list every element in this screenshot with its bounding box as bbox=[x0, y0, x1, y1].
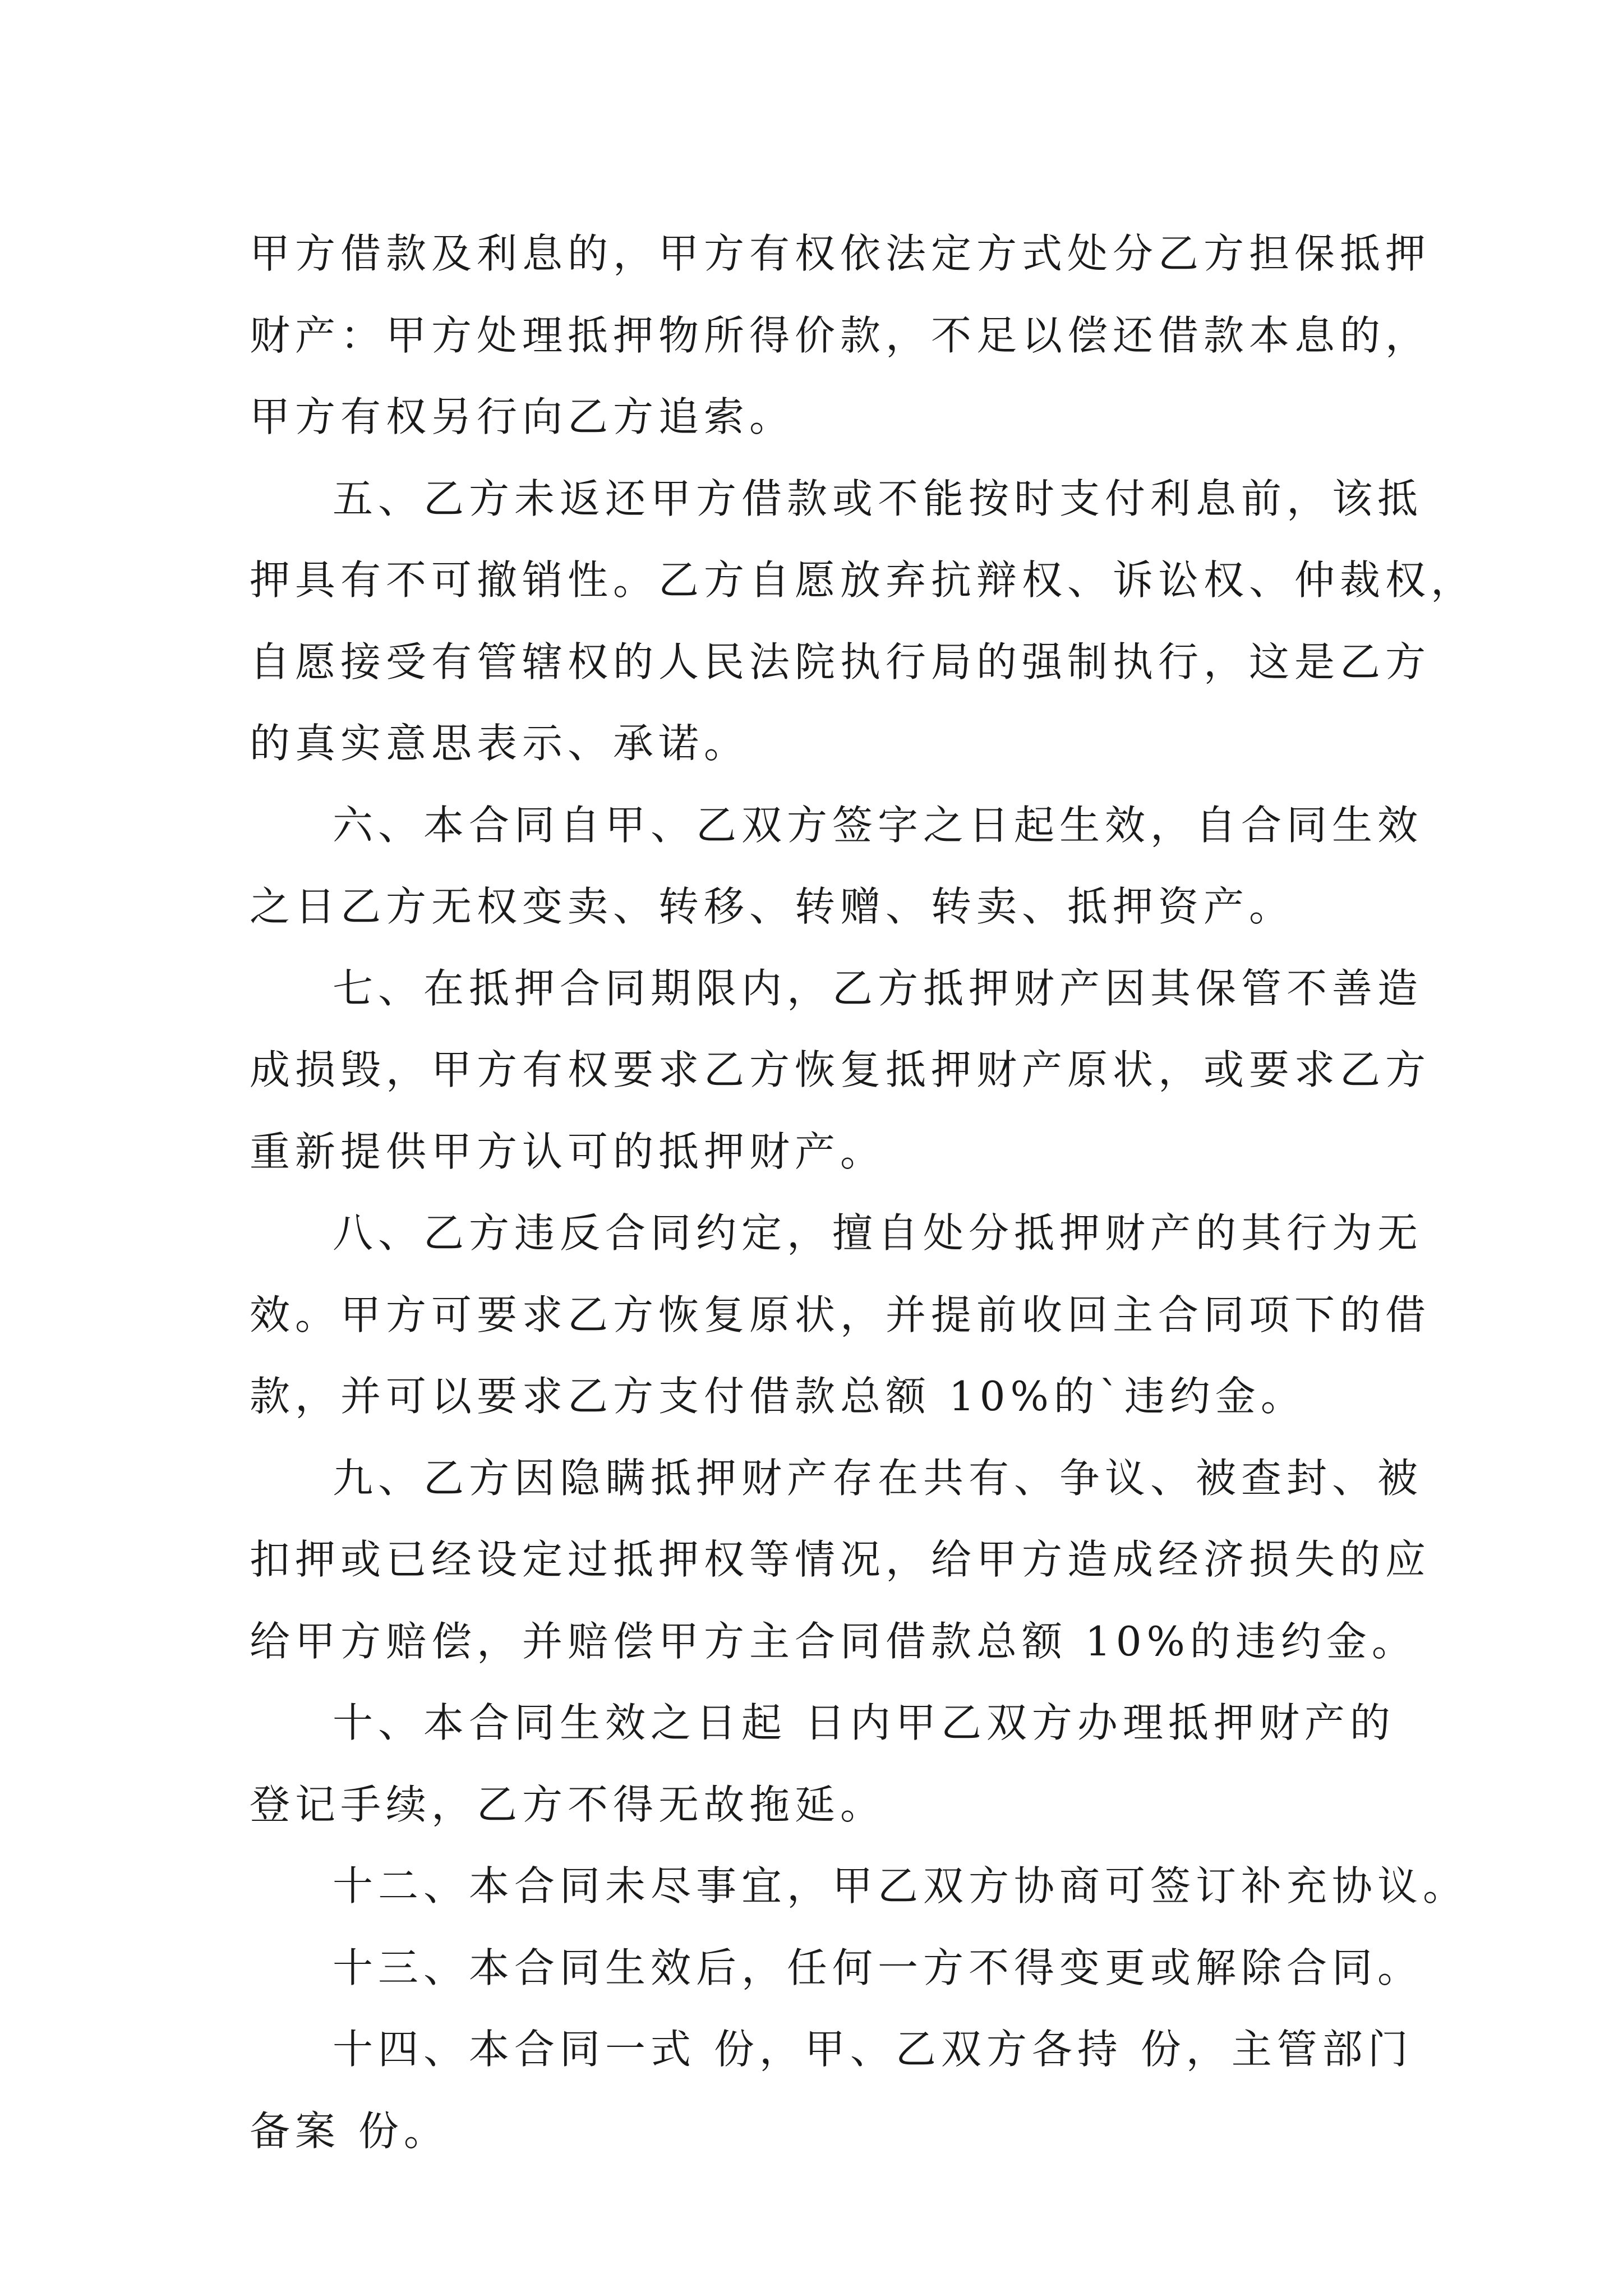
text-line: 效。甲方可要求乙方恢复原状，并提前收回主合同项下的借 bbox=[250, 1291, 1431, 1338]
text-line: 六、本合同自甲、乙双方签字之日起生效，自合同生效 bbox=[333, 801, 1423, 849]
text-line: 十四、本合同一式 份，甲、乙双方各持 份，主管部门 bbox=[333, 2026, 1413, 2073]
text-line: 备案 份。 bbox=[250, 2107, 449, 2155]
text-line: 甲方借款及利息的，甲方有权依法定方式处分乙方担保抵押 bbox=[250, 230, 1431, 277]
text-line: 财产：甲方处理抵押物所得价款，不足以偿还借款本息的， bbox=[250, 311, 1431, 359]
clause-12 bbox=[250, 1846, 1469, 1927]
text-line: 成损毁，甲方有权要求乙方恢复抵押财产原状，或要求乙方 bbox=[250, 1046, 1431, 1093]
text-line: 之日乙方无权变卖、转移、转赠、转卖、抵押资产。 bbox=[250, 883, 1295, 930]
text-line: 九、乙方因隐瞒抵押财产存在共有、争议、被查封、被 bbox=[333, 1454, 1423, 1502]
text-line: 七、在抵押合同期限内，乙方抵押财产因其保管不善造 bbox=[333, 964, 1423, 1012]
clause-5 bbox=[250, 458, 1477, 785]
paragraph-loan-interest bbox=[250, 213, 1431, 458]
text-line: 自愿接受有管辖权的人民法院执行局的强制执行，这是乙方 bbox=[250, 638, 1431, 685]
clause-6 bbox=[250, 785, 1427, 948]
clause-7 bbox=[250, 948, 1431, 1193]
text-line: 八、乙方违反合同约定，擅自处分抵押财产的其行为无 bbox=[333, 1209, 1423, 1257]
text-line: 押具有不可撤销性。乙方自愿放弃抗辩权、诉讼权、仲裁权， bbox=[250, 556, 1477, 604]
text-line: 五、乙方未返还甲方借款或不能按时支付利息前，该抵 bbox=[333, 475, 1423, 522]
text-line: 款，并可以要求乙方支付借款总额 10%的`违约金。 bbox=[250, 1373, 1306, 1420]
text-line: 登记手续，乙方不得无故拖延。 bbox=[250, 1780, 886, 1828]
text-line: 十三、本合同生效后，任何一方不得变更或解除合同。 bbox=[333, 1944, 1423, 1991]
document-body bbox=[250, 213, 1477, 2172]
clause-9 bbox=[250, 1438, 1431, 1683]
clause-10 bbox=[250, 1682, 1427, 1846]
text-line: 重新提供甲方认可的抵押财产。 bbox=[250, 1128, 886, 1175]
text-line: 的真实意思表示、承诺。 bbox=[250, 720, 750, 767]
text-line: 给甲方赔偿，并赔偿甲方主合同借款总额 10%的违约金。 bbox=[250, 1617, 1417, 1665]
clause-8 bbox=[250, 1193, 1431, 1438]
text-line: 甲方有权另行向乙方追索。 bbox=[250, 393, 795, 440]
clause-14 bbox=[250, 2009, 1427, 2172]
clause-13 bbox=[250, 1927, 1427, 2009]
text-line: 十二、本合同未尽事宜，甲乙双方协商可签订补充协议。 bbox=[333, 1862, 1469, 1910]
text-line: 扣押或已经设定过抵押权等情况，给甲方造成经济损失的应 bbox=[250, 1536, 1431, 1583]
text-line: 十、本合同生效之日起 日内甲乙双方办理抵押财产的 bbox=[333, 1699, 1395, 1746]
